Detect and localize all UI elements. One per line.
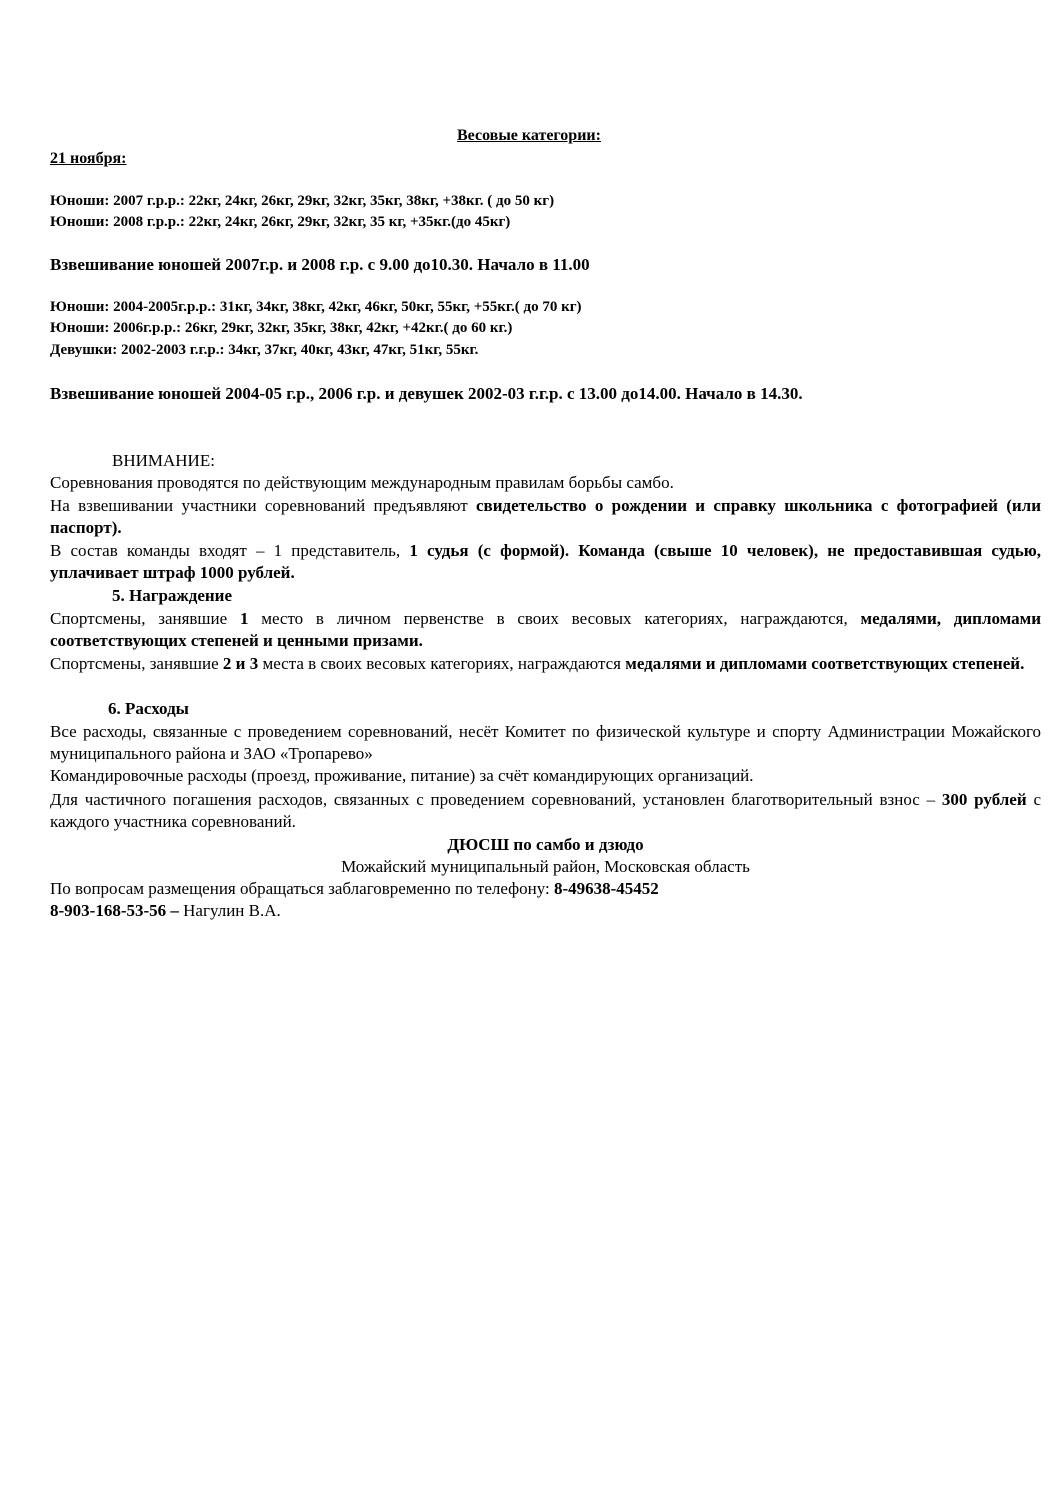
team-paragraph (50, 540, 1041, 584)
contact-person: Нагулин В.А. (178, 901, 281, 920)
weights-date: 21 ноября: (50, 150, 127, 167)
girls-2002-2003-line: Девушки: 2002-2003 г.г.р.: 34кг, 37кг, 40кг, 43кг, 47кг, 51кг, 55кг. (50, 342, 479, 358)
fee-text-end: с каждого участника соревнований. (50, 790, 1041, 831)
boys-2008-line: Юноши: 2008 г.р.р.: 22кг, 24кг, 26кг, 29кг, 32кг, 35 кг, +35кг.(до 45кг) (50, 214, 511, 230)
expenses-paragraph-2: Командировочные расходы (проезд, проживание, питание) за счёт командирующих организаций. (50, 766, 754, 785)
third-place-number: 3 (249, 654, 259, 673)
contact-phone: 8-49638-45452 (553, 879, 659, 898)
weights-heading: Весовые категории: (457, 127, 601, 144)
second-third-paragraph (50, 653, 1041, 675)
boys-2007-line: Юноши: 2007 г.р.р.: 22кг, 24кг, 26кг, 29кг, 32кг, 35кг, 38кг, +38кг. ( до 50 кг) (50, 193, 555, 209)
expenses-heading: 6. Расходы (108, 699, 189, 718)
organization-name: ДЮСШ по самбо и дзюдо (447, 835, 644, 854)
second-text-a: Спортсмены, занявшие (50, 654, 223, 673)
documents-text: На взвешивании участники соревнований предъявляют (50, 496, 476, 515)
second-place-number: 2 (222, 654, 232, 673)
documents-paragraph (50, 495, 1041, 539)
second-bold: медалями и дипломами соответствующих степеней. (625, 654, 1025, 673)
expenses-paragraph-1: Все расходы, связанные с проведением соревнований, несёт Комитет по физической культуре и спорту Администрации Можайского муниципального района и ЗАО «Тропарево» (50, 722, 1041, 763)
first-place-paragraph (50, 608, 1041, 652)
weighin-line-2: Взвешивание юношей 2004-05 г.р., 2006 г.р. и девушек 2002-03 г.г.р. с 13.00 до14.00. Начало в 14.30. (50, 384, 803, 403)
boys-2004-2005-line: Юноши: 2004-2005г.р.р.: 31кг, 34кг, 38кг, 42кг, 46кг, 50кг, 55кг, +55кг.( до 70 кг) (50, 299, 582, 315)
documents-bold: свидетельство о рождении и справку школьника с фотографией (или паспорт). (50, 496, 1041, 537)
awards-heading: 5. Награждение (112, 586, 233, 605)
fee-amount: 300 рублей (941, 790, 1027, 809)
mobile-line (50, 901, 281, 921)
rules-paragraph: Соревнования проводятся по действующим международным правилам борьбы самбо. (50, 473, 674, 492)
team-text: В состав команды входят – 1 представитель, (50, 541, 410, 560)
first-place-text-b: место в личном первенстве в своих весовых категориях, награждаются, (248, 609, 861, 628)
contact-line (50, 879, 659, 899)
team-bold: 1 судья (с формой). Команда (свыше 10 человек), не предоставившая судью, уплачивает штраф 1000 рублей. (50, 541, 1041, 582)
second-text-b: места в своих весовых категориях, награждаются (258, 654, 626, 673)
attention-heading: ВНИМАНИЕ: (112, 451, 215, 470)
first-place-bold: медалями, дипломами соответствующих степеней и ценными призами. (50, 609, 1041, 650)
contact-text: По вопросам размещения обращаться заблаговременно по телефону: (50, 879, 554, 898)
weighin-line-1: Взвешивание юношей 2007г.р. и 2008 г.р. с 9.00 до10.30. Начало в 11.00 (50, 255, 590, 274)
fee-text-start: Для частичного погашения расходов, связанных с проведением соревнований, установлен благотворительный взнос – (50, 790, 942, 809)
mobile-phone: 8-903-168-53-56 – (50, 901, 179, 920)
first-place-text-a: Спортсмены, занявшие (50, 609, 240, 628)
boys-2006-line: Юноши: 2006г.р.р.: 26кг, 29кг, 32кг, 35кг, 38кг, 42кг, +42кг.( до 60 кг.) (50, 320, 513, 336)
expenses-paragraph-3 (50, 789, 1041, 833)
first-place-number: 1 (239, 609, 249, 628)
second-and: и (231, 654, 250, 673)
organization-region: Можайский муниципальный район, Московская область (341, 857, 750, 876)
